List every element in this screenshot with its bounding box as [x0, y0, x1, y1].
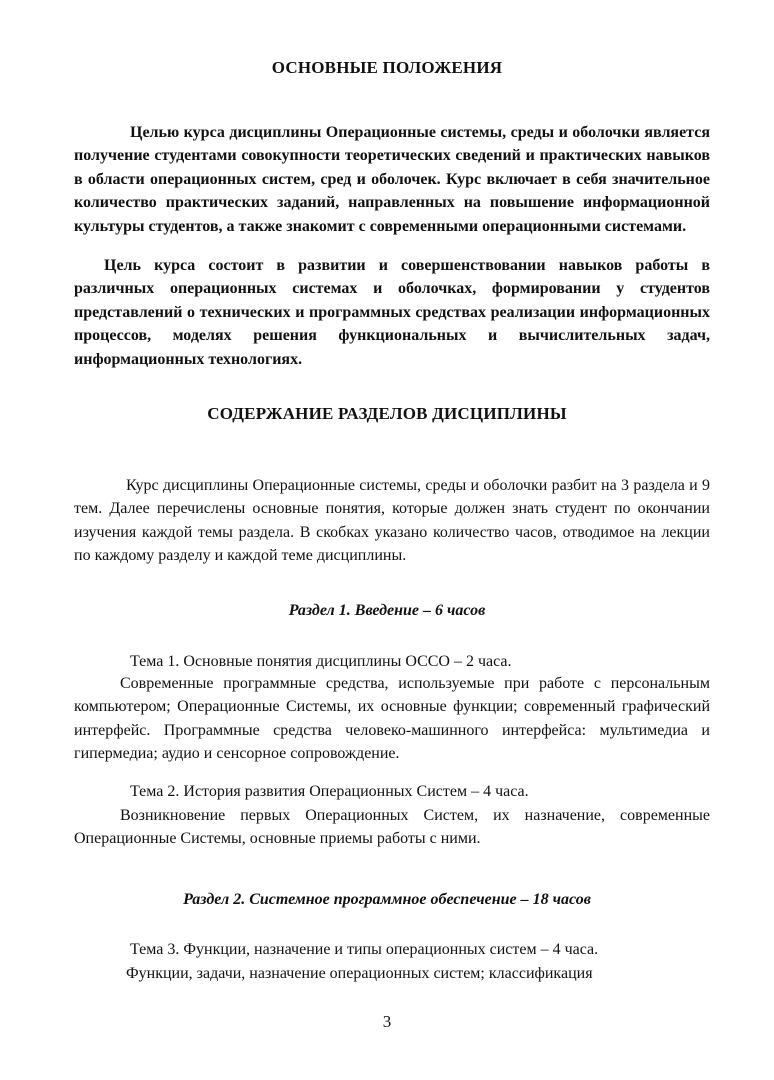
topic-1-title: Тема 1. Основные понятия дисциплины ОССО – 2 часа.	[130, 653, 512, 670]
intro-paragraph-1: Целью курса дисциплины Операционные системы, среды и оболочки является получение студентами совокупности теоретических сведений и практических навыков в области операционных систем, сред и оболочек. Курс включает в себя значительное количество практических заданий, направленных на повышение информационной культуры студентов, а также знакомит с современными операционными системами.	[74, 124, 710, 235]
topic-3-text: Функции, задачи, назначение операционных систем; классификация	[126, 965, 593, 982]
topic-3-title: Тема 3. Функции, назначение и типы операционных систем – 4 часа.	[130, 941, 599, 958]
heading-content: СОДЕРЖАНИЕ РАЗДЕЛОВ ДИСЦИПЛИНЫ	[207, 404, 567, 423]
section-1-title: Раздел 1. Введение – 6 часов	[288, 602, 486, 619]
page-number: 3	[382, 1012, 392, 1031]
topic-2-title: Тема 2. История развития Операционных Систем – 4 часа.	[130, 783, 529, 800]
topic-1-text: Современные программные средства, используемые при работе с персональным компьютером; Операционные Системы, их основные функции; современный графический интерфейс. Программные средства человеко-машинного интерфейса: мультимедиа и гипермедиа; аудио и сенсорное сопровождение.	[74, 675, 710, 763]
section-2-title: Раздел 2. Системное программное обеспечение – 18 часов	[183, 891, 591, 908]
content-paragraph-1: Курс дисциплины Операционные системы, среды и оболочки разбит на 3 раздела и 9 тем. Далее перечислены основные понятия, которые должен знать студент по окончании изучения каждой темы раздела. В скобках указано количество часов, отводимое на лекции по каждому разделу и каждой теме дисциплины.	[74, 477, 710, 565]
heading-main: ОСНОВНЫЕ ПОЛОЖЕНИЯ	[271, 58, 503, 77]
intro-paragraph-2: Цель курса состоит в развитии и совершенствовании навыков работы в различных операционных системах и оболочках, формировании у студентов представлений о технических и программных средствах реализации информационных процессов, моделях решения функциональных и вычислительных задач, информационных технологиях.	[74, 257, 710, 368]
topic-2-text: Возникновение первых Операционных Систем, их назначение, современные Операционные Системы, основные приемы работы с ними.	[74, 807, 710, 848]
